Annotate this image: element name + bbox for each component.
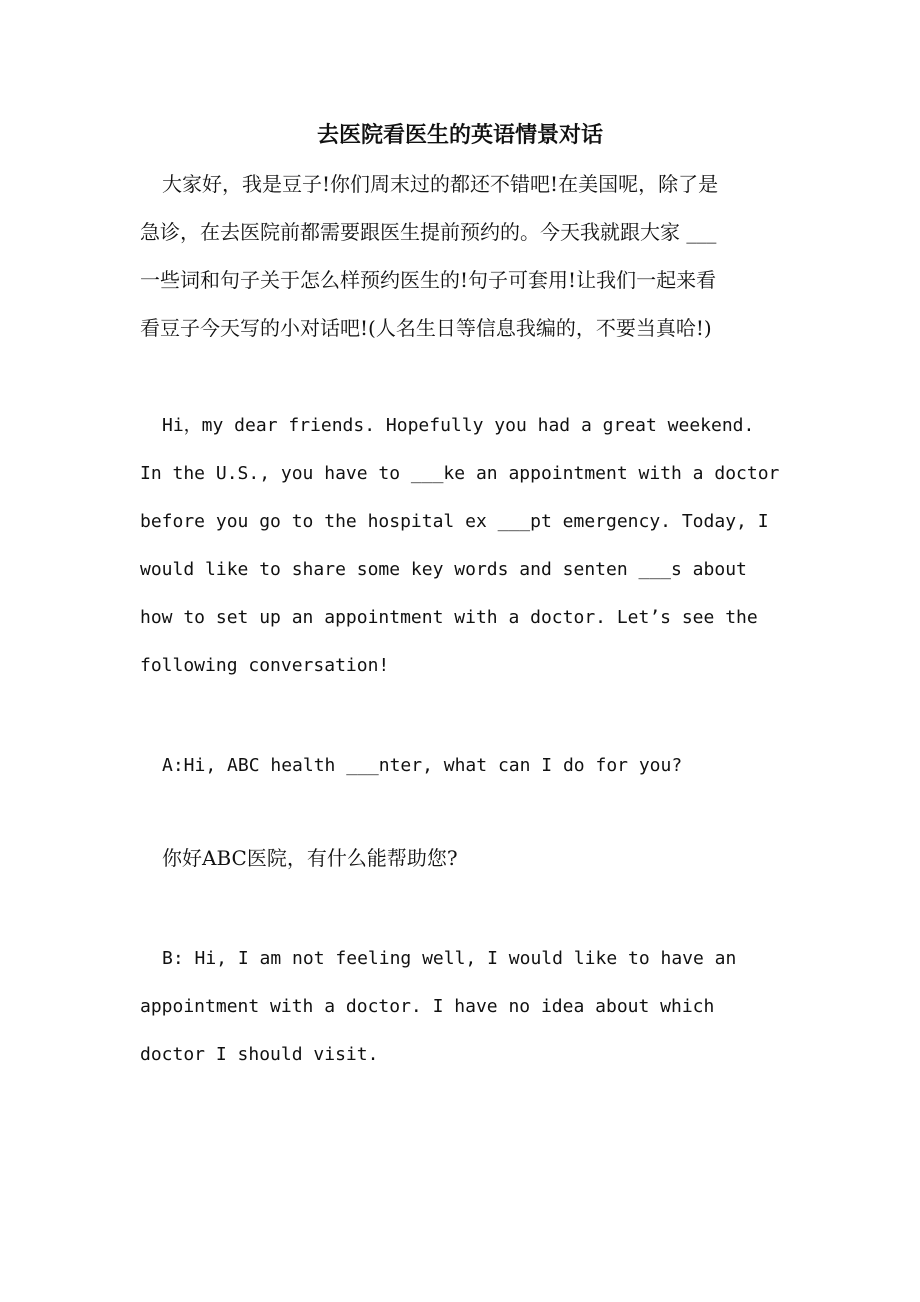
intro-cn-line: 急诊，在去医院前都需要跟医生提前预约的。今天我就跟大家 ___ xyxy=(140,220,717,244)
intro-en-line: would like to share some key words and senten ___s about xyxy=(140,559,747,580)
intro-en-line: Hi，my dear friends. Hopefully you had a great weekend. xyxy=(162,415,755,436)
intro-cn-line: 一些词和句子关于怎么样预约医生的!句子可套用!让我们一起来看 xyxy=(140,268,717,292)
dialogue-line: A:Hi, ABC health ___nter, what can I do for you? xyxy=(162,755,683,776)
intro-english-paragraph xyxy=(140,402,780,690)
intro-cn-line: 看豆子今天写的小对话吧!(人名生日等信息我编的，不要当真哈!) xyxy=(140,316,712,340)
dialogue-line: doctor I should visit. xyxy=(140,1044,379,1065)
dialogue-a-chinese xyxy=(140,834,780,882)
dialogue-b-english xyxy=(140,935,780,1079)
intro-cn-line: 大家好，我是豆子!你们周末过的都还不错吧!在美国呢，除了是 xyxy=(162,172,719,196)
dialogue-a-english xyxy=(140,742,780,790)
intro-chinese-paragraph xyxy=(140,160,780,352)
dialogue-line: appointment with a doctor. I have no idea about which xyxy=(140,996,715,1017)
intro-en-line: before you go to the hospital ex ___pt emergency. Today, I xyxy=(140,511,769,532)
dialogue-line: B: Hi, I am not feeling well, I would like to have an xyxy=(162,948,737,969)
document-title: 去医院看医生的英语情景对话 xyxy=(316,122,603,148)
intro-en-line: how to set up an appointment with a doctor. Let’s see the xyxy=(140,607,758,628)
intro-en-line: In the U.S., you have to ___ke an appointment with a doctor xyxy=(140,463,780,484)
intro-en-line: following conversation! xyxy=(140,655,390,676)
dialogue-line: 你好ABC医院，有什么能帮助您? xyxy=(162,846,458,870)
